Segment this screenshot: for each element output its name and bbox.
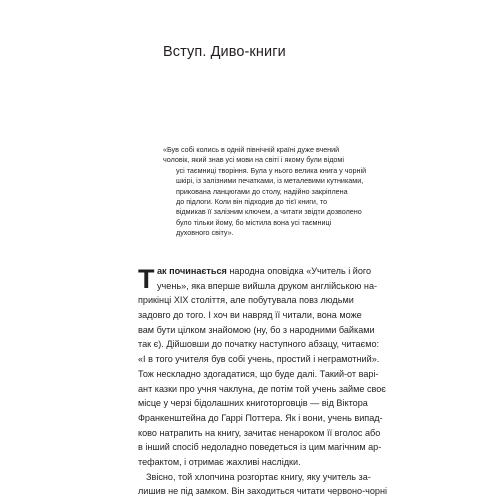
body-line: в інший спосіб недоладно поведеться із цим магічним ар- (138, 442, 382, 453)
body-line: так є). Дійшовши до початку наступного абзацу, читаємо: (138, 339, 380, 350)
chapter-title: Вступ. Диво-книги (163, 44, 286, 60)
body-line-rest: народна оповідка «Учитель і його (226, 266, 372, 276)
epigraph-line: чоловік, який знав усі мови на світі і якому були відомі (163, 155, 344, 165)
body-line: «І в того учителя був собі учень, простий і неграмотний». (138, 354, 380, 365)
epigraph-line: прикована ланцюгами до столу, надійно закріплена (176, 186, 348, 196)
epigraph-line: відмикав її залізним ключем, а читати звідти дозволено (176, 207, 362, 217)
body-line: Тож нескладно здогадатися, що буде далі. Такий-от варі- (138, 368, 379, 379)
epigraph-line: духовного світу». (176, 228, 234, 238)
drop-cap: Т (138, 264, 155, 294)
body-line: тефактом, і отримає жахливі наслідки. (138, 456, 301, 467)
epigraph-line: до підлоги. Коли він підходив до тієї книги, то (176, 196, 328, 206)
body-line: учень», яка вперше вийшла друком англійською на- (157, 280, 378, 291)
body-line: місце у черзі бідолашних книготорговців — від Віктора (138, 398, 368, 409)
body-line: ант казки про учня чаклуна, де потім той учень займе своє (138, 383, 386, 394)
epigraph-line: усі таємниці творіння. Була у нього велика книга у чорній (176, 165, 367, 175)
epigraph-line: було тільки йому, бо містила вона усі таємниці (176, 217, 332, 227)
body-line: лишив не під замком. Він заходиться читати червоно-чорні (138, 486, 388, 497)
body-line: задовго до того. І хоч ви навряд її читали, вона може (138, 310, 362, 321)
epigraph-line: «Був собі колись в одній північній країні дуже вчений (163, 145, 340, 154)
body-line (138, 264, 372, 279)
body-line: ково натрапить на книгу, зачитає ненароком її вголос або (138, 427, 381, 438)
body-line: Звісно, той хлопчина розгортає книгу, яку учитель за- (146, 471, 371, 482)
epigraph (163, 145, 367, 239)
opening-paragraph (138, 264, 378, 294)
body-line: прикінці XIX століття, але побутувала повз людьми (138, 295, 354, 306)
body-line: вам бути цілком знайомою (ну, бо з народними байками (138, 324, 375, 335)
lead-in: ак починається (157, 266, 227, 276)
body-line: Франкенштейна до Гаррі Поттера. Як і вони, учень випад- (138, 412, 383, 423)
epigraph-line: шкірі, із залізними печатками, із металевими кутниками, (176, 176, 364, 186)
body-text (138, 264, 388, 499)
